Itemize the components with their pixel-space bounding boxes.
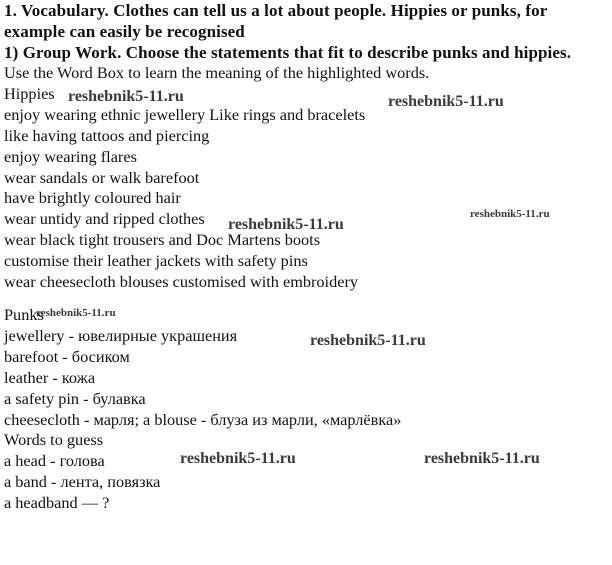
guess-word-item: a headband — ? [4,493,110,513]
watermark: reshebnik5-11.ru [36,307,116,319]
word-box-item: cheesecloth - марля; a blouse - блуза из марли, «марлёвка» [4,409,402,429]
statement-item: have brightly coloured hair [4,188,181,208]
statement-item: enjoy wearing flares [4,146,137,166]
watermark: reshebnik5-11.ru [470,208,550,220]
exercise-title-line-1: 1. Vocabulary. Clothes can tell us a lot about people. Hippies or punks, for [4,1,548,20]
watermark: reshebnik5-11.ru [388,93,504,110]
words-to-guess-label: Words to guess [4,430,104,450]
guess-word-item: a band - лента, повязка [4,472,161,492]
exercise-title-line-2: example can easily be recognised [4,22,245,41]
exercise-page [4,0,608,514]
spacer [4,293,608,305]
statement-item: like having tattoos and piercing [4,125,210,145]
statement-item: wear sandals or walk barefoot [4,167,200,187]
statement-item: wear untidy and ripped clothes [4,209,205,229]
instruction-text: Use the Word Box to learn the meaning of the highlighted words. [4,63,430,82]
word-box-item: a safety pin - булавка [4,388,146,408]
word-box-item: jewellery - ювелирные украшения [4,325,238,345]
watermark: reshebnik5-11.ru [68,88,184,105]
word-box-item: barefoot - босиком [4,346,130,366]
task-heading: 1) Group Work. Choose the statements that fit to describe punks and hippies. [4,43,572,62]
statement-item: wear cheesecloth blouses customised with embroidery [4,272,359,292]
statement-item: enjoy wearing ethnic jewellery Like rings and bracelets [4,104,366,124]
hippies-label: Hippies [4,83,55,103]
guess-word-item: a head - голова [4,451,105,471]
watermark: reshebnik5-11.ru [424,450,540,467]
watermark: reshebnik5-11.ru [228,216,344,233]
word-box-item: leather - кожа [4,367,96,387]
watermark: reshebnik5-11.ru [310,332,426,349]
statement-item: wear black tight trousers and Doc Martens boots [4,230,321,250]
statement-item: customise their leather jackets with safety pins [4,251,308,271]
punks-label: Punks [4,304,44,324]
watermark: reshebnik5-11.ru [180,450,296,467]
